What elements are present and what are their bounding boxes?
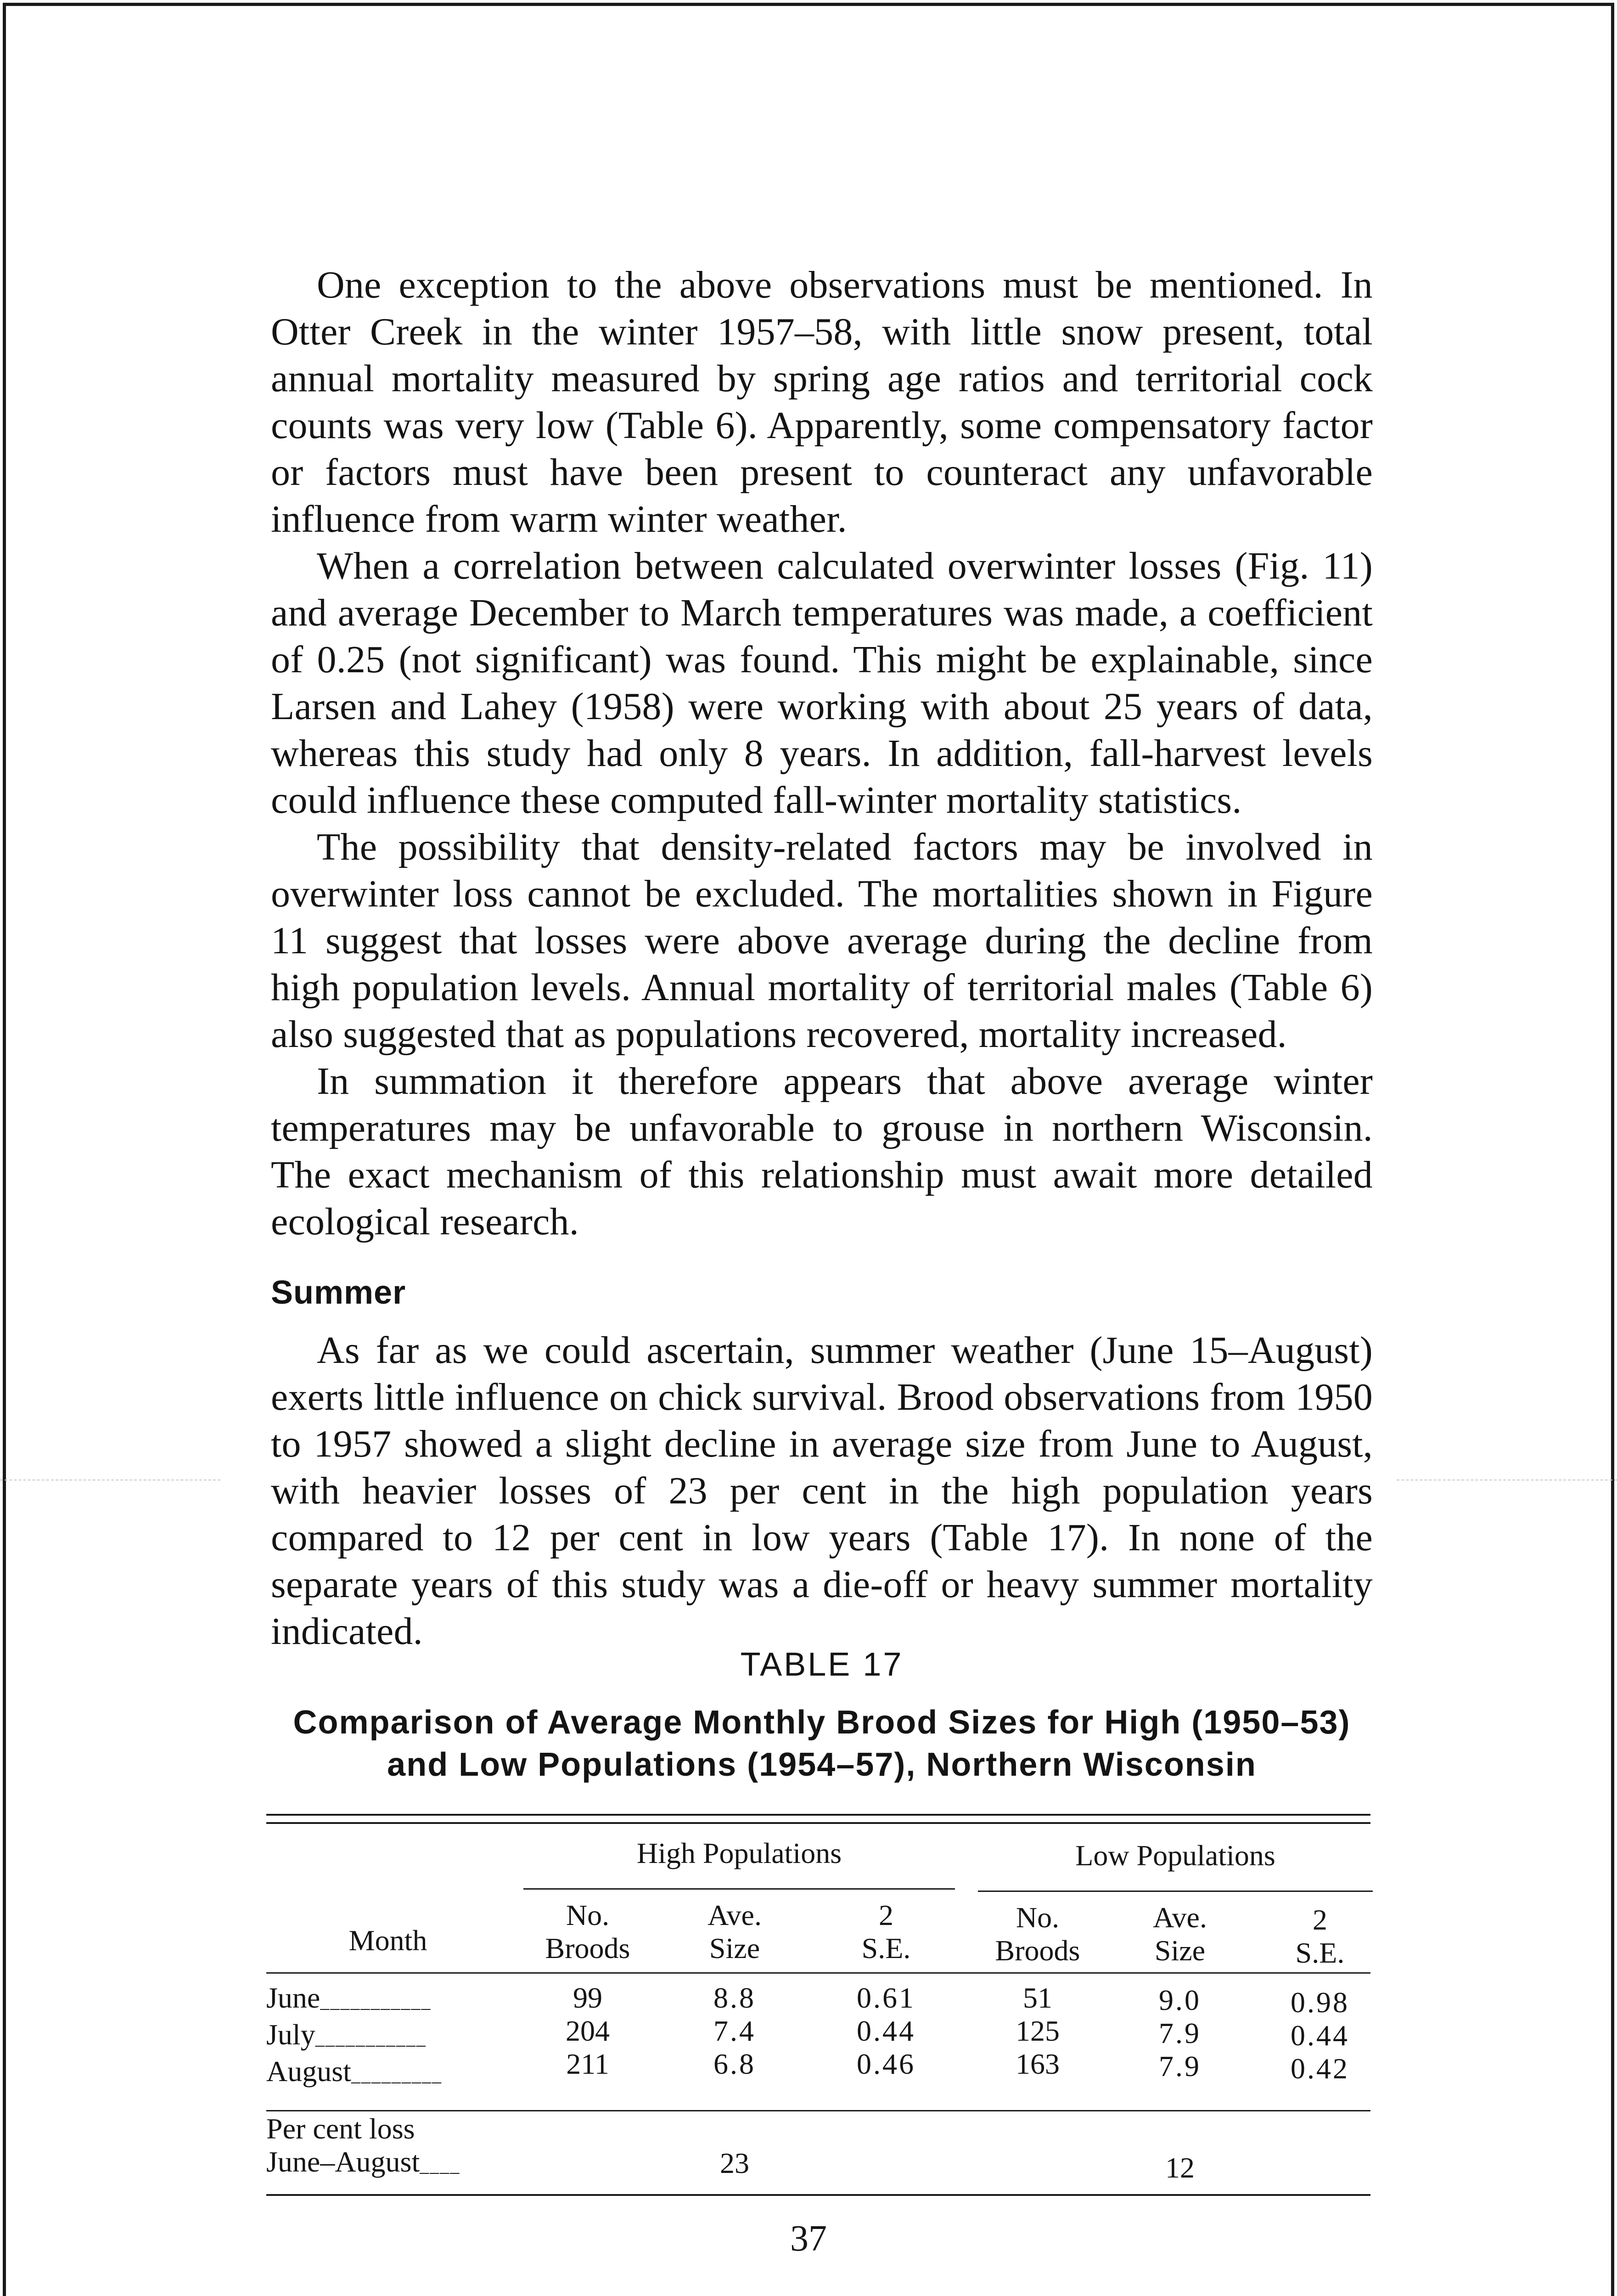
high-broods-column	[523, 1981, 652, 2081]
group-header-low: Low Populations	[1075, 1839, 1275, 1872]
page-number: 37	[790, 2218, 827, 2259]
col-header-size	[670, 1899, 799, 1965]
month-label: August	[266, 2055, 351, 2088]
col-header-se	[1267, 1903, 1373, 1970]
loss-label	[266, 2112, 523, 2182]
table-cell: 7.4	[713, 2015, 756, 2047]
col-header-broods	[978, 1901, 1097, 1967]
low-broods-column	[978, 1981, 1097, 2081]
high-size-column	[670, 1981, 799, 2081]
col-header-line: Size	[709, 1932, 760, 1964]
body-text-top	[271, 262, 1373, 1245]
table-row-label	[266, 1981, 523, 2018]
table-rule	[266, 1822, 1370, 1824]
table-cell: 163	[1016, 2048, 1060, 2080]
table-cell: 0.98	[1291, 1986, 1349, 2019]
table-cell: 99	[573, 1981, 602, 2014]
col-header-line: No.	[1016, 1901, 1060, 1934]
table-rule	[266, 1972, 1370, 1974]
col-header-broods	[523, 1899, 652, 1965]
col-header-line: Ave.	[1153, 1901, 1207, 1934]
table-rule	[266, 2110, 1370, 2111]
group-header-high: High Populations	[636, 1837, 842, 1869]
table-cell: 51	[1023, 1981, 1052, 2014]
group-rule	[523, 1888, 955, 1890]
caption-line: Comparison of Average Monthly Brood Sizes for High (1950–53)	[293, 1704, 1351, 1741]
loss-high: 23	[720, 2147, 749, 2179]
month-label: June	[266, 1981, 320, 2014]
table-cell: 211	[566, 2048, 609, 2080]
col-header-line: S.E.	[861, 1932, 911, 1964]
col-header-line: Broods	[995, 1934, 1080, 1967]
table-label: TABLE 17	[740, 1646, 904, 1683]
table-rule	[266, 1814, 1370, 1816]
table-caption	[271, 1701, 1373, 1786]
group-rule	[978, 1891, 1373, 1892]
high-se-column	[826, 1981, 946, 2081]
dot-leader: ___________	[320, 1991, 432, 2012]
table-cell: 9.0	[1159, 1984, 1201, 2016]
paragraph: The possibility that density-related factors may be involved in overwinter loss cannot be excluded. The mortalities shown in Figure 11 suggest that losses were above average during the decline from high population levels. Annual mortality of territorial males (Table 6) also suggested that as populations recovered, mortality increased.	[271, 826, 1373, 1056]
caption-line: and Low Populations (1954–57), Northern Wisconsin	[387, 1746, 1257, 1783]
table-row-label	[266, 2018, 523, 2055]
col-header-line: 2	[1313, 1903, 1327, 1936]
low-se-column	[1267, 1986, 1373, 2085]
paragraph: One exception to the above observations must be mentioned. In Otter Creek in the winter 1957–58, with little snow present, total annual mortality measured by spring age ratios and territorial cock counts was very low (Table 6). Apparently, some compensatory factor or factors must have been present to counteract any unfavorable influence from warm winter weather.	[271, 264, 1373, 540]
col-header-month: Month	[348, 1924, 427, 1957]
table-cell: 7.9	[1159, 2050, 1201, 2082]
table-cell: 0.42	[1291, 2052, 1349, 2085]
paragraph: When a correlation between calculated overwinter losses (Fig. 11) and average December to March temperatures was made, a coefficient of 0.25 (not significant) was found. This might be explainable, since Larsen and Lahey (1958) were working with about 25 years of data, whereas this study had only 8 years. In addition, fall-harvest levels could influence these computed fall-winter mortality statistics.	[271, 545, 1373, 822]
loss-low: 12	[1165, 2151, 1195, 2184]
loss-label-line: Per cent loss	[266, 2112, 415, 2145]
paragraph: In summation it therefore appears that above average winter temperatures may be unfavorable to grouse in northern Wisconsin. The exact mechanism of this relationship must await more detailed ecological research.	[271, 1060, 1373, 1243]
loss-label-line	[266, 2145, 523, 2182]
body-text-summer	[271, 1327, 1373, 1655]
dot-leader: ___________	[315, 2028, 427, 2048]
month-column	[266, 1981, 523, 2092]
paragraph: As far as we could ascertain, summer weather (June 15–August) exerts little influence on chick survival. Brood observations from 1950 to 1957 showed a slight decline in average size from June to August, with heavier losses of 23 per cent in the high population years compared to 12 per cent in low years (Table 17). In none of the separate years of this study was a die-off or heavy summer mortality indicated.	[271, 1329, 1373, 1653]
table-cell: 0.44	[1291, 2019, 1349, 2052]
col-header-line: 2	[879, 1899, 893, 1931]
loss-label-text: June–August	[266, 2145, 420, 2178]
low-size-column	[1120, 1984, 1240, 2083]
col-header-line: No.	[566, 1899, 610, 1931]
dot-leader: ____	[420, 2155, 460, 2176]
table-cell: 8.8	[713, 1981, 756, 2014]
table-cell: 125	[1016, 2015, 1060, 2047]
col-header-se	[826, 1899, 946, 1965]
table-cell: 7.9	[1159, 2017, 1201, 2049]
table-cell: 6.8	[713, 2048, 756, 2080]
col-header-size	[1120, 1901, 1240, 1967]
section-heading: Summer	[271, 1274, 406, 1311]
table-rule	[266, 2194, 1370, 2196]
table-cell: 0.44	[857, 2015, 915, 2047]
table-cell: 0.61	[857, 1981, 915, 2014]
col-header-line: S.E.	[1295, 1936, 1345, 1969]
col-header-line: Broods	[545, 1932, 630, 1964]
table-cell: 0.46	[857, 2048, 915, 2080]
month-label: July	[266, 2018, 315, 2051]
table-cell: 204	[566, 2015, 610, 2047]
col-header-line: Size	[1154, 1934, 1206, 1967]
dot-leader: _________	[351, 2065, 442, 2085]
col-header-line: Ave.	[707, 1899, 762, 1931]
table-row-label	[266, 2055, 523, 2092]
